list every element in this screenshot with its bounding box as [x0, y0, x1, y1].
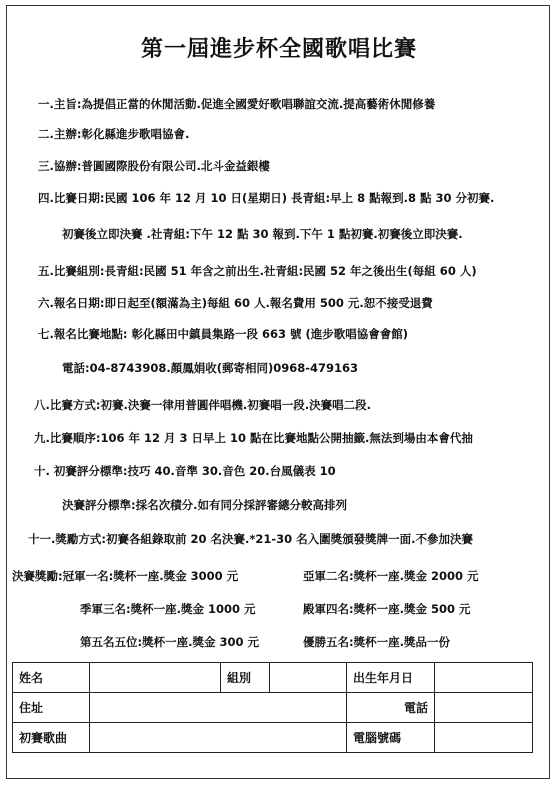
item-order: 九.比賽順序:106 年 12 月 3 日早上 10 點在比賽地點公開抽籤.無法到場由本會代抽 — [34, 431, 473, 445]
award-prize: 獎杯一座.獎品一份 — [353, 635, 450, 649]
item-method: 八.比賽方式:初賽.決賽一律用普圓伴唱機.初賽唱一段.決賽唱二段. — [34, 398, 371, 412]
group-field[interactable] — [270, 663, 347, 693]
award-rank: 決賽獎勵:冠軍一名: — [12, 569, 114, 583]
award-prize: 獎杯一座.獎金 500 元 — [353, 602, 471, 616]
award-rank: 季軍三名: — [80, 602, 131, 616]
item-organizer: 二.主辦:彰化縣進步歌唱協會. — [38, 127, 190, 141]
item-date: 四.比賽日期:民國 106 年 12 月 10 日(星期日) 長青組:早上 8 點報到.8 點 30 分初賽. — [38, 191, 495, 205]
item-registration: 六.報名日期:即日起至(額滿為主)每組 60 人.報名費用 500 元.恕不接受退費 — [38, 296, 433, 310]
award-second — [303, 568, 479, 584]
award-rank: 優勝五名: — [303, 635, 354, 649]
item-date-cont: 初賽後立即決賽 .社青組:下午 12 點 30 報到.下午 1 點初賽.初賽後立即決賽. — [62, 227, 463, 241]
award-prize: 獎杯一座.獎金 3000 元 — [113, 569, 239, 583]
award-fifth — [80, 634, 259, 650]
item-venue: 七.報名比賽地點: 彰化縣田中鎮員集路一段 663 號 (進步歌唱協會會館) — [38, 327, 408, 341]
page-title: 第一屆進步杯全國歌唱比賽 — [140, 37, 417, 62]
address-label: 住址 — [13, 693, 90, 723]
song-field[interactable] — [90, 723, 347, 753]
computer-no-field[interactable] — [435, 723, 533, 753]
item-groups: 五.比賽組別:長青組:民國 51 年含之前出生.社青組:民國 52 年之後出生(每組 60 人) — [38, 264, 477, 278]
award-prize: 獎杯一座.獎金 300 元 — [142, 635, 259, 649]
group-label: 組別 — [221, 663, 270, 693]
award-third — [80, 601, 256, 617]
award-prize: 獎杯一座.獎金 2000 元 — [353, 569, 479, 583]
computer-no-label: 電腦號碼 — [347, 723, 435, 753]
birthdate-field[interactable] — [435, 663, 533, 693]
item-co-organizer: 三.協辦:普圓國際股份有限公司.北斗金益銀樓 — [38, 159, 270, 173]
item-final-scoring: 決賽評分標準:採名次積分.如有同分採評審總分較高排列 — [62, 498, 347, 512]
award-first — [12, 568, 238, 584]
form-row — [13, 693, 533, 723]
form-row — [13, 663, 533, 693]
song-label: 初賽歌曲 — [13, 723, 90, 753]
address-field[interactable] — [90, 693, 347, 723]
name-field[interactable] — [90, 663, 221, 693]
award-rank: 第五名五位: — [80, 635, 143, 649]
name-label: 姓名 — [13, 663, 90, 693]
award-rank: 殿軍四名: — [303, 602, 354, 616]
award-honorable — [303, 634, 450, 650]
form-row — [13, 723, 533, 753]
phone-label: 電話 — [347, 693, 435, 723]
registration-form — [12, 662, 533, 753]
award-prize: 獎杯一座.獎金 1000 元 — [130, 602, 256, 616]
award-rank: 亞軍二名: — [303, 569, 354, 583]
item-purpose: 一.主旨:為提倡正當的休閒活動.促進全國愛好歌唱聯誼交流.提高藝術休閒修養 — [38, 97, 436, 111]
item-awards: 十一.獎勵方式:初賽各組錄取前 20 名決賽.*21-30 名入圍獎頒發獎牌一面.不參加決賽 — [28, 532, 474, 546]
phone-field[interactable] — [435, 693, 533, 723]
birthdate-label: 出生年月日 — [347, 663, 435, 693]
item-prelim-scoring: 十. 初賽評分標準:技巧 40.音準 30.音色 20.台風儀表 10 — [34, 464, 336, 478]
item-contact: 電話:04-8743908.顏鳳娟收(郵寄相同)0968-479163 — [62, 361, 359, 375]
award-fourth — [303, 601, 471, 617]
